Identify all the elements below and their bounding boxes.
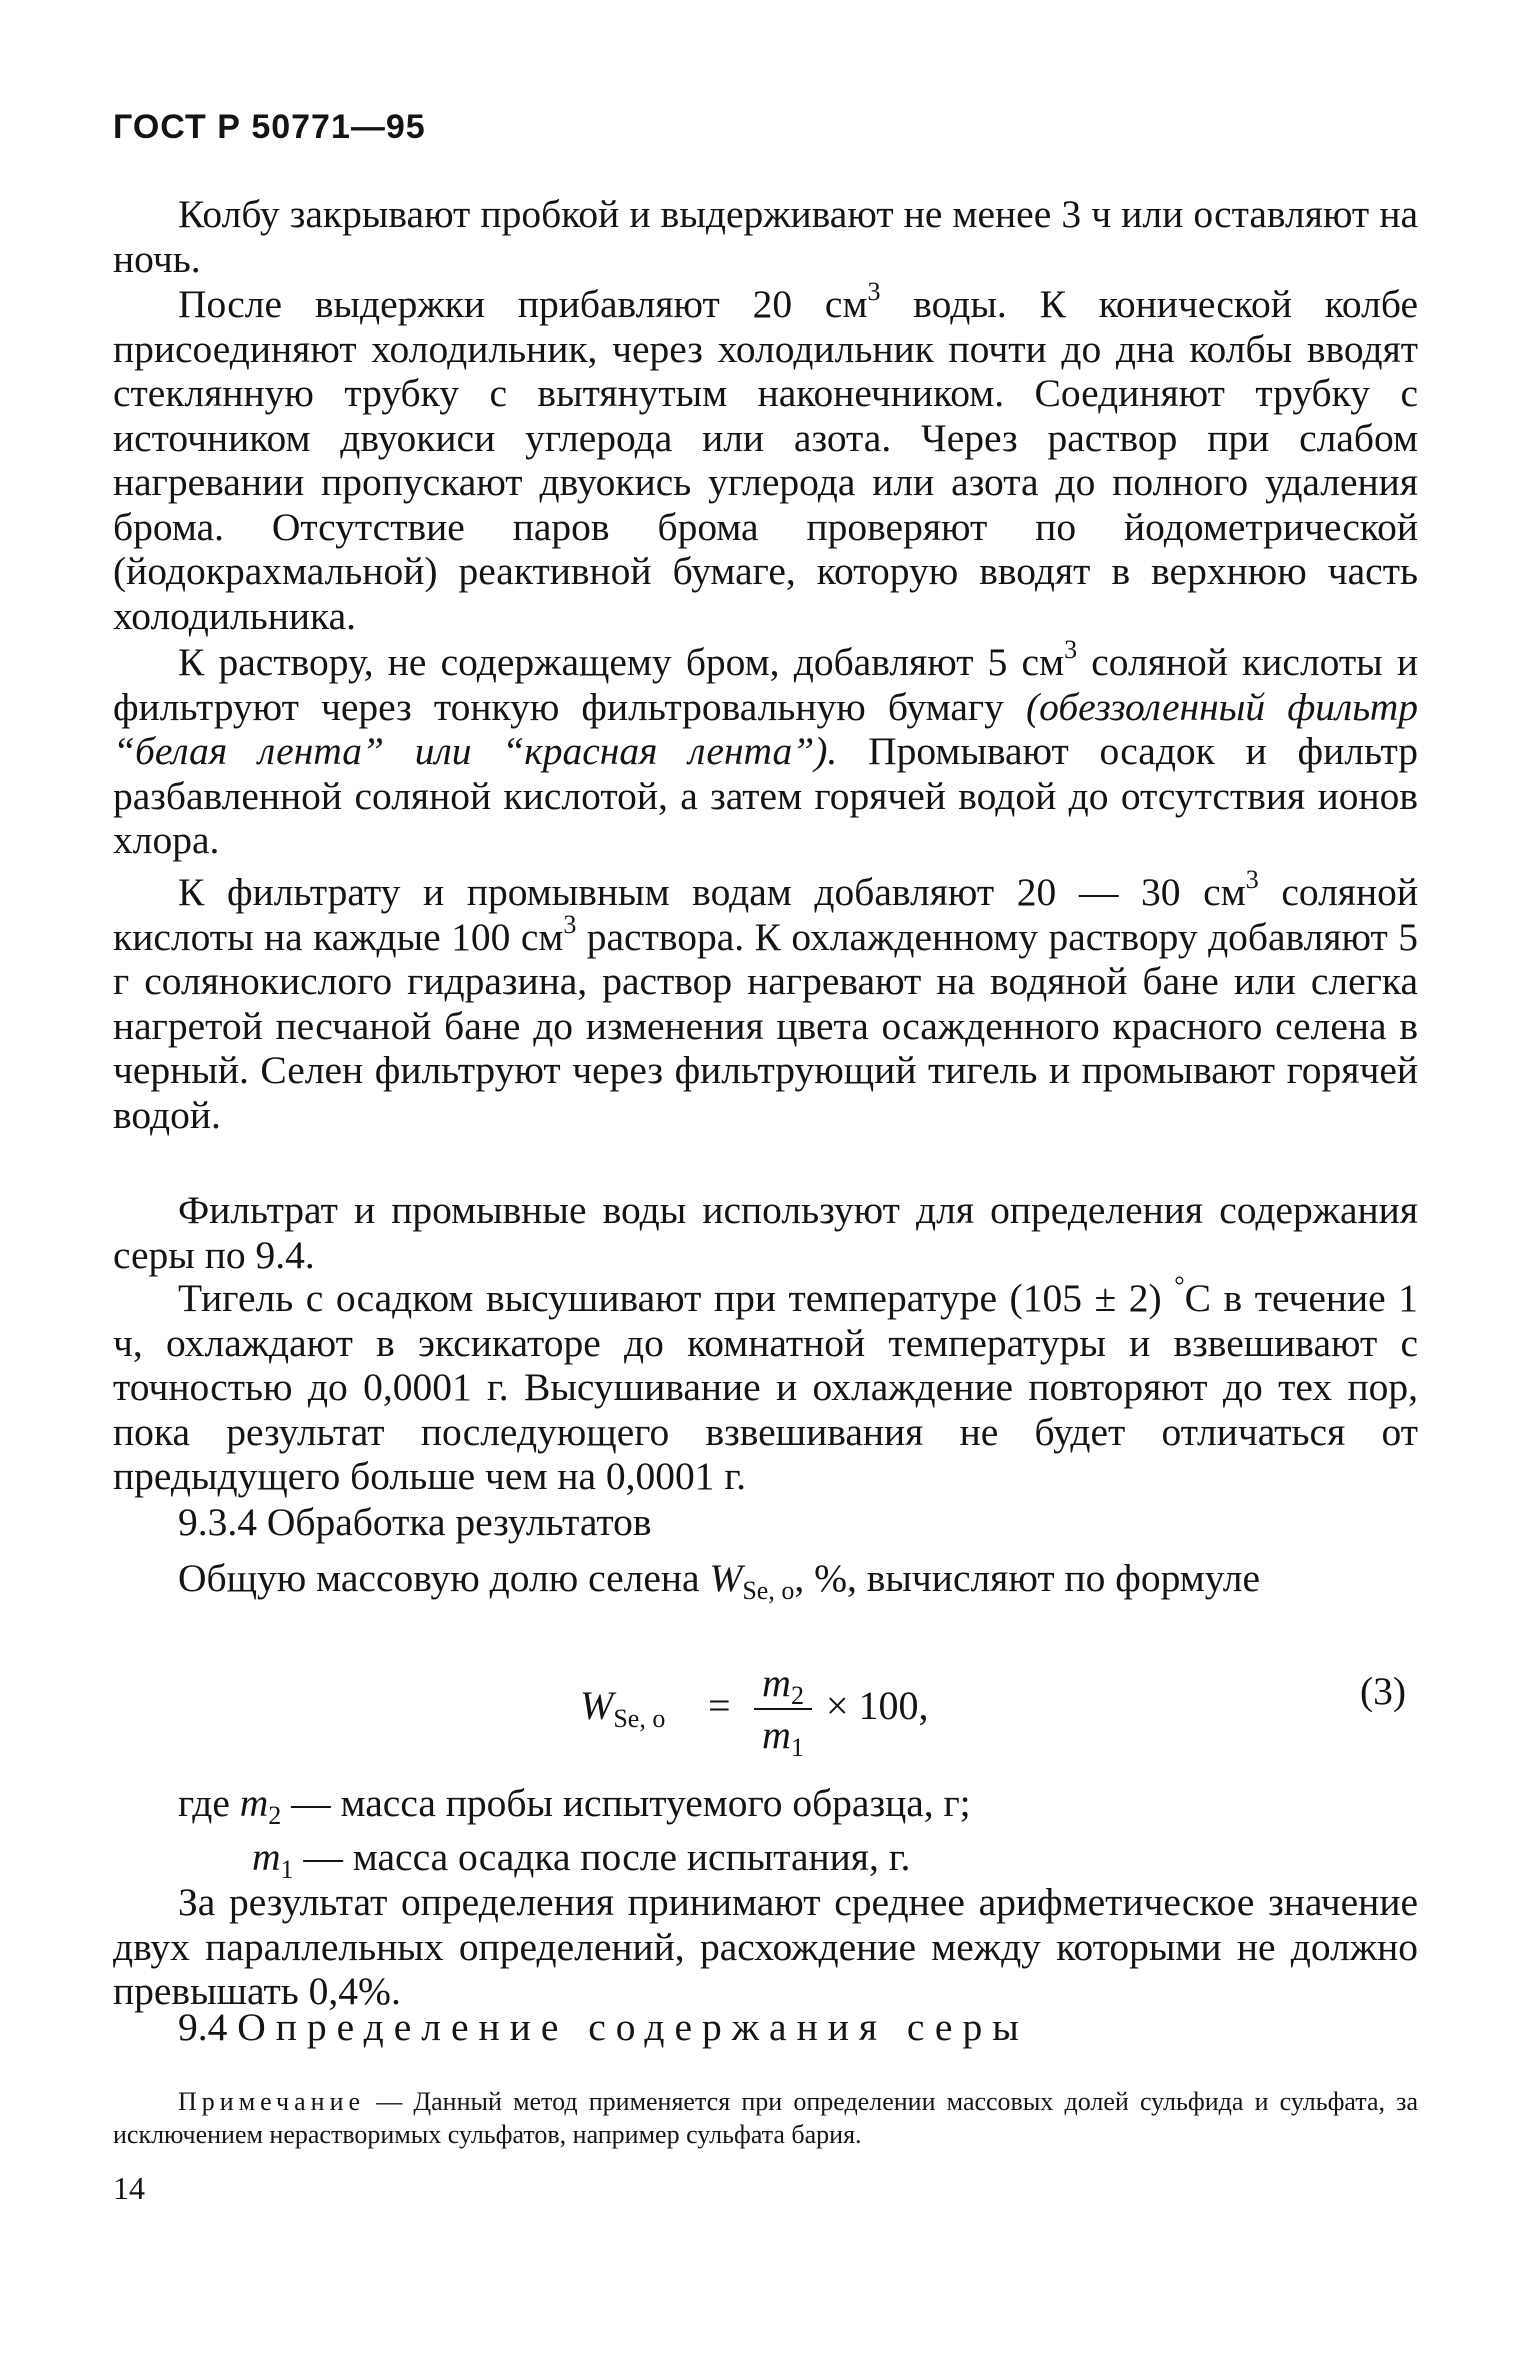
m2-description: — масса пробы испытуемого образца, г;	[281, 1781, 971, 1825]
m1-subscript: 1	[280, 1855, 294, 1884]
m2-symbol: m	[239, 1781, 269, 1825]
where-m2	[178, 1780, 971, 1830]
p7-text-a: Общую массовую долю селена	[178, 1556, 710, 1600]
p6-text-a: Тигель с осадком высушивают при температуре (105 ± 2)	[178, 1276, 1175, 1320]
paragraph-5: Фильтрат и промывные воды используют для определения содержания серы по 9.4.	[113, 1188, 1418, 1277]
note-text: — Данный метод применяется при определении массовых долей сульфида и сульфата, за исключением нерастворимых сульфатов, например сульфата бария.	[113, 2087, 1418, 2149]
note	[113, 2085, 1418, 2151]
subsection-9-3-4-heading: 9.3.4 Обработка результатов	[178, 1500, 652, 1544]
paragraph-4	[113, 865, 1418, 1137]
p2-text-b: воды. К конической колбе присоединяют холодильник, через холодильник почти до дна колбы вводят стеклянную трубку с вытянутым наконечником. Соединяют трубку с источником двуокиси углерода или азота. Через раствор при слабом нагревании пропускают двуокись углерода или азота до полного удаления брома. Отсутствие паров брома проверяют по йодометрической (йодокрахмальной) реактивной бумаге, которую вводят в верхнюю часть холодильника.	[113, 282, 1418, 638]
p3-sup: 3	[1064, 635, 1078, 664]
paragraph-7	[113, 1556, 1418, 1605]
p2-sup: 3	[867, 277, 881, 306]
p3-text-c: Промывают осадок и фильтр разбавленной соляной кислотой, а затем горячей водой до отсутствия ионов хлора.	[113, 729, 1418, 862]
m1-symbol: m	[252, 1835, 281, 1879]
where-word: где	[178, 1781, 230, 1825]
formula-number: (3)	[1360, 1669, 1407, 1713]
p3-text-b: соляной кислоты и фильтруют через тонкую фильтровальную бумагу	[113, 640, 1418, 729]
p4-text-a: К фильтрату и промывным водам добавляют 20 — 30 см	[178, 870, 1246, 914]
section-9-4-number: 9.4	[178, 2005, 228, 2049]
formula-3	[580, 1660, 980, 1780]
p4-text-b: соляной кислоты на каждые 100 см	[113, 870, 1418, 959]
where-m1	[252, 1834, 911, 1884]
degree-sign: °	[1174, 1271, 1185, 1300]
w-subscript: Se, o	[742, 1576, 795, 1605]
m2-subscript: 2	[268, 1801, 282, 1830]
paragraph-3	[113, 635, 1418, 863]
section-9-4-heading	[178, 2004, 1029, 2050]
fraction-denominator	[748, 1712, 818, 1762]
fraction-numerator	[748, 1660, 818, 1710]
formula-lhs	[580, 1682, 666, 1733]
numerator-symbol: m	[762, 1660, 791, 1705]
denominator-subscript: 1	[790, 1733, 804, 1762]
paragraph-6	[113, 1271, 1419, 1499]
paragraph-8: За результат определения принимают среднее арифметическое значение двух параллельных определений, расхождение между которыми не должно превышать 0,4%.	[113, 1880, 1418, 2013]
m1-description: — масса осадка после испытания, г.	[293, 1835, 911, 1879]
p2-text-a: После выдержки прибавляют 20 см	[178, 282, 868, 326]
p4-sup-2: 3	[563, 909, 577, 939]
w-symbol: W	[709, 1556, 743, 1600]
section-9-4-title: Определение содержания серы	[237, 2005, 1029, 2049]
p4-sup-1: 3	[1245, 865, 1259, 894]
paragraph-2	[113, 277, 1418, 638]
formula-lhs-symbol: W	[580, 1683, 614, 1728]
p3-text-a: К раствору, не содержащему бром, добавляют 5 см	[178, 640, 1065, 684]
numerator-subscript: 2	[790, 1681, 804, 1710]
formula-rhs: × 100,	[826, 1683, 929, 1728]
page-number: 14	[113, 2170, 145, 2206]
formula-lhs-subscript: Se, o	[613, 1704, 666, 1733]
p3-italic: (обеззоленный фильтр “белая лента” или “красная лента”).	[113, 684, 1418, 773]
denominator-symbol: m	[762, 1712, 791, 1757]
document-header: ГОСТ Р 50771—95	[113, 108, 426, 146]
p7-text-b: , %, вычисляют по формуле	[794, 1556, 1260, 1600]
p6-text-b: С в течение 1 ч, охлаждают в эксикаторе до комнатной температуры и взвешивают с точностью до 0,0001 г. Высушивание и охлаждение повторяют до тех пор, пока результат последующего взвешивания не будет отличаться от предыдущего больше чем на 0,0001 г.	[113, 1276, 1419, 1498]
p4-text-c: раствора. К охлажденному раствору добавляют 5 г солянокислого гидразина, раствор нагревают на водяной бане или слегка нагретой песчаной бане до изменения цвета осажденного красного селена в черный. Селен фильтруют через фильтрующий тигель и промывают горячей водой.	[113, 914, 1418, 1137]
paragraph-1: Колбу закрывают пробкой и выдерживают не менее 3 ч или оставляют на ночь.	[113, 192, 1418, 281]
formula-fraction	[748, 1660, 818, 1762]
formula-equals: =	[708, 1683, 731, 1728]
note-label: Примечание	[178, 2087, 366, 2116]
